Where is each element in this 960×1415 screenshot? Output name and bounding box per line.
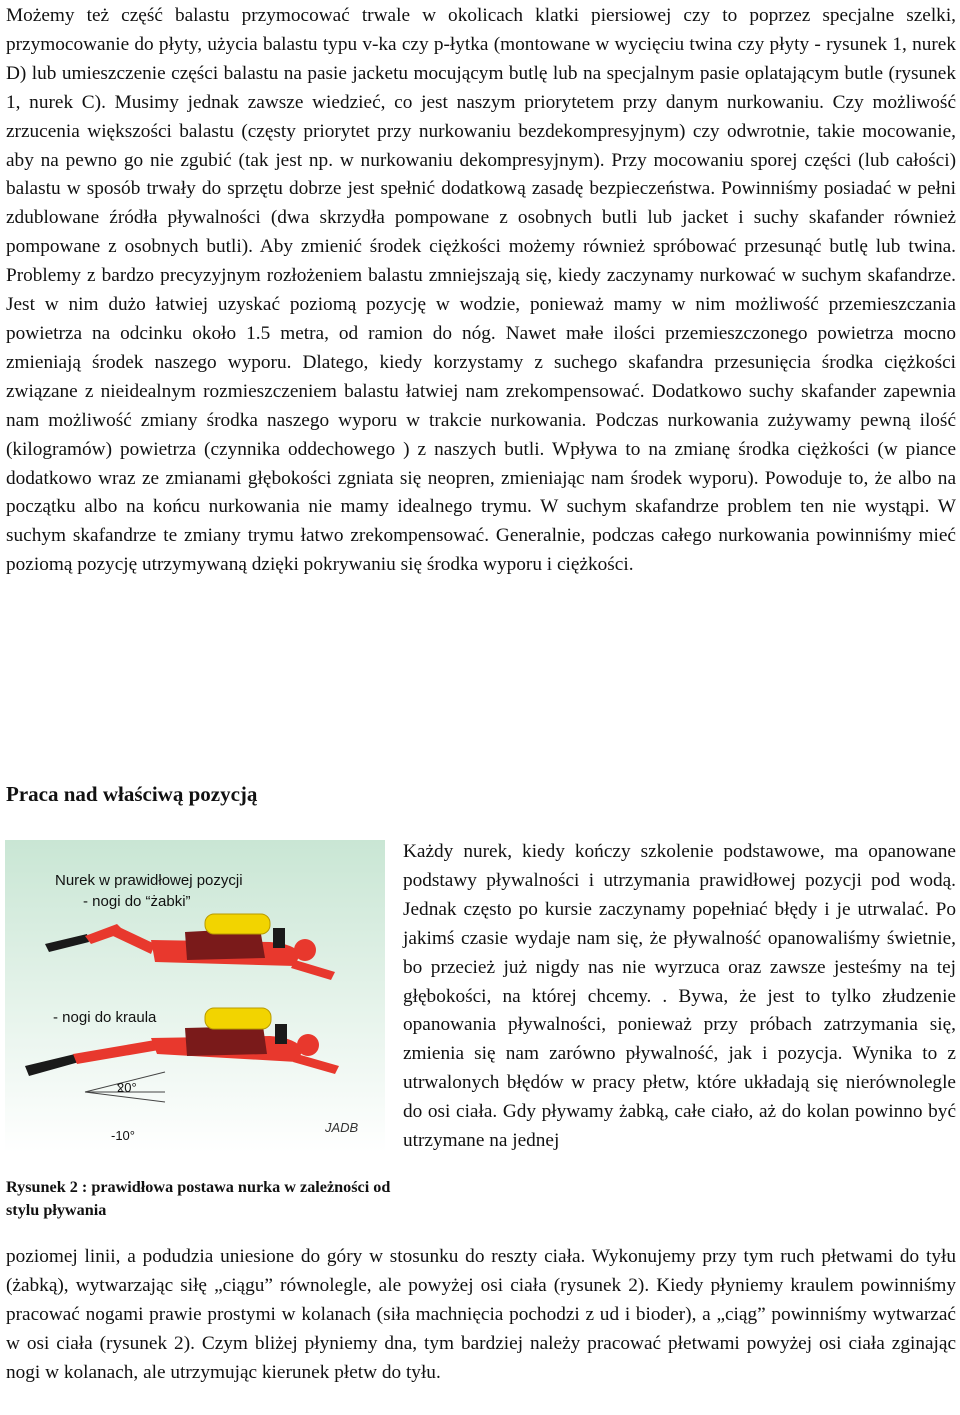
section-heading: Praca nad właściwą pozycją — [6, 782, 258, 806]
valve-icon — [273, 928, 285, 948]
figure-diver-position — [5, 840, 385, 1153]
angle-top-label: 20° — [117, 1080, 137, 1095]
head-icon — [294, 939, 316, 961]
body-paragraph-1: Możemy też część balastu przymocować trwale w okolicach klatki piersiowej czy to poprzez specjalne szelki, przymocowanie do płyty, użycia balastu typu v-ka czy p-łytka (montowane w wycięciu twina czy płyty - rysunek 1, nurek D) lub umieszczenie części balastu na pasie jacketu mocującym butlę lub na specjalnym pasie oplatającym butle (rysunek 1, nurek C). Musimy jednak zawsze wiedzieć, co jest naszym priorytetem przy danym nurkowaniu. Czy możliwość zrzucenia większości balastu (częsty priorytet przy nurkowaniu bezdekompresyjnym) czy odwrotnie, takie mocowanie, aby na pewno go nie zgubić (tak jest np. w nurkowaniu dekompresyjnym). Przy mocowaniu sporej części (lub całości) balastu w sposób trwały do sprzętu dobrze jest spełnić dodatkową zasadę bezpieczeństwa. Powinniśmy posiadać w pełni zdublowane źródła pływalności (dwa skrzydła pompowane z osobnych butli lub jacket i suchy skafander również pompowane z osobnych butli). Aby zmienić środek ciężkości możemy również spróbować przesunąć butlę lub twina. Problemy z bardzo precyzyjnym rozłożeniem balastu zmniejszają się, kiedy zaczynamy nurkować w suchym skafandrze. Jest w nim dużo łatwiej uzyskać poziomą pozycję w wodzie, ponieważ mamy w nim możliwość przemieszczania powietrza na odcinku około 1.5 metra, od ramion do nóg. Nawet małe ilości przemieszczonego powietrza mocno zmieniają środek naszego wyporu. Dlatego, kiedy korzystamy z suchego skafandra przesunięcia środka ciężkości związane z nieidealnym rozmieszczeniem balastu łatwiej nam zrekompensować. Dodatkowo suchy skafander zapewnia nam możliwość zmiany środka naszego wyporu w trakcie nurkowania. Podczas nurkowania zużywamy pewną ilość (kilogramów) powietrza (czynnika oddechowego ) z naszych butli. Wpływa to na zmianę środka ciężkości (w piance dodatkowo wraz ze zmianami głębokości zgniata się neopren, zmieniając nam środek wyporu). Powoduje to, że albo na początku albo na końcu nurkowania nie mamy idealnego trymu. W suchym skafandrze problem ten nie wystąpi. W suchym skafandrze te zmiany trymu łatwo zrekompensować. Generalnie, podczas całego nurkowania powinniśmy mieć poziomą pozycję utrzymywaną dzięki pokrywaniu się środka wyporu i ciężkości. — [6, 5, 956, 576]
tank-icon — [205, 1008, 271, 1029]
valve-icon — [275, 1024, 287, 1044]
figure-illustration — [5, 840, 385, 1153]
bcd-icon — [185, 1026, 267, 1056]
tank-icon — [205, 914, 270, 934]
angle-bottom-label: -10° — [111, 1128, 135, 1143]
figure-label-kraul: - nogi do kraula — [53, 1009, 157, 1026]
side-paragraph: Każdy nurek, kiedy kończy szkolenie podstawowe, ma opanowane podstawy pływalności i utrzymania prawidłowej pozycji pod wodą. Jednak często po kursie zaczynamy popełniać błędy i je utrwalać. Po jakimś czasie wydaje nam się, że pływalność opanowaliśmy świetnie, bo przecież już nigdy nas nie wyrzuca oraz zawsze jesteśmy na tej głębokości, na której chcemy. . Bywa, że jest to tylko złudzenie opanowania pływalności, ponieważ przy próbach zatrzymania się, zmienia się nam zarówno pływalność, jak i pozycja. Wynika to z utrwalonych błędów w pracy płetw, które układają się nierównolegle do osi ciała. Gdy pływamy żabką, całe ciało, aż do kolan powinno być utrzymane na jednej — [403, 841, 956, 1152]
artist-signature: JADB — [325, 1120, 359, 1135]
figure-title-line2: - nogi do “żabki” — [83, 893, 191, 910]
head-icon — [297, 1034, 319, 1056]
figure-caption: Rysunek 2 : prawidłowa postawa nurka w zależności od stylu pływania — [6, 1178, 391, 1219]
figure-title-line1: Nurek w prawidłowej pozycji — [55, 872, 243, 889]
body-paragraph-3: poziomej linii, a podudzia uniesione do góry w stosunku do reszty ciała. Wykonujemy przy tym ruch płetwami do tyłu (żabką), wytwarzając siłę „ciągu” równolegle, ale powyżej osi ciała (rysunek 2). Kiedy płyniemy kraulem powinniśmy pracować nogami prawie prostymi w kolanach (siła machnięcia pochodzi z ud i bioder), a „ciąg” powinniśmy wytwarzać w osi ciała (rysunek 2). Czym bliżej płyniemy dna, tym bardziej należy pracować płetwami powyżej osi ciała zginając nogi w kolanach, ale utrzymując kierunek płetw do tyłu. — [6, 1246, 956, 1383]
